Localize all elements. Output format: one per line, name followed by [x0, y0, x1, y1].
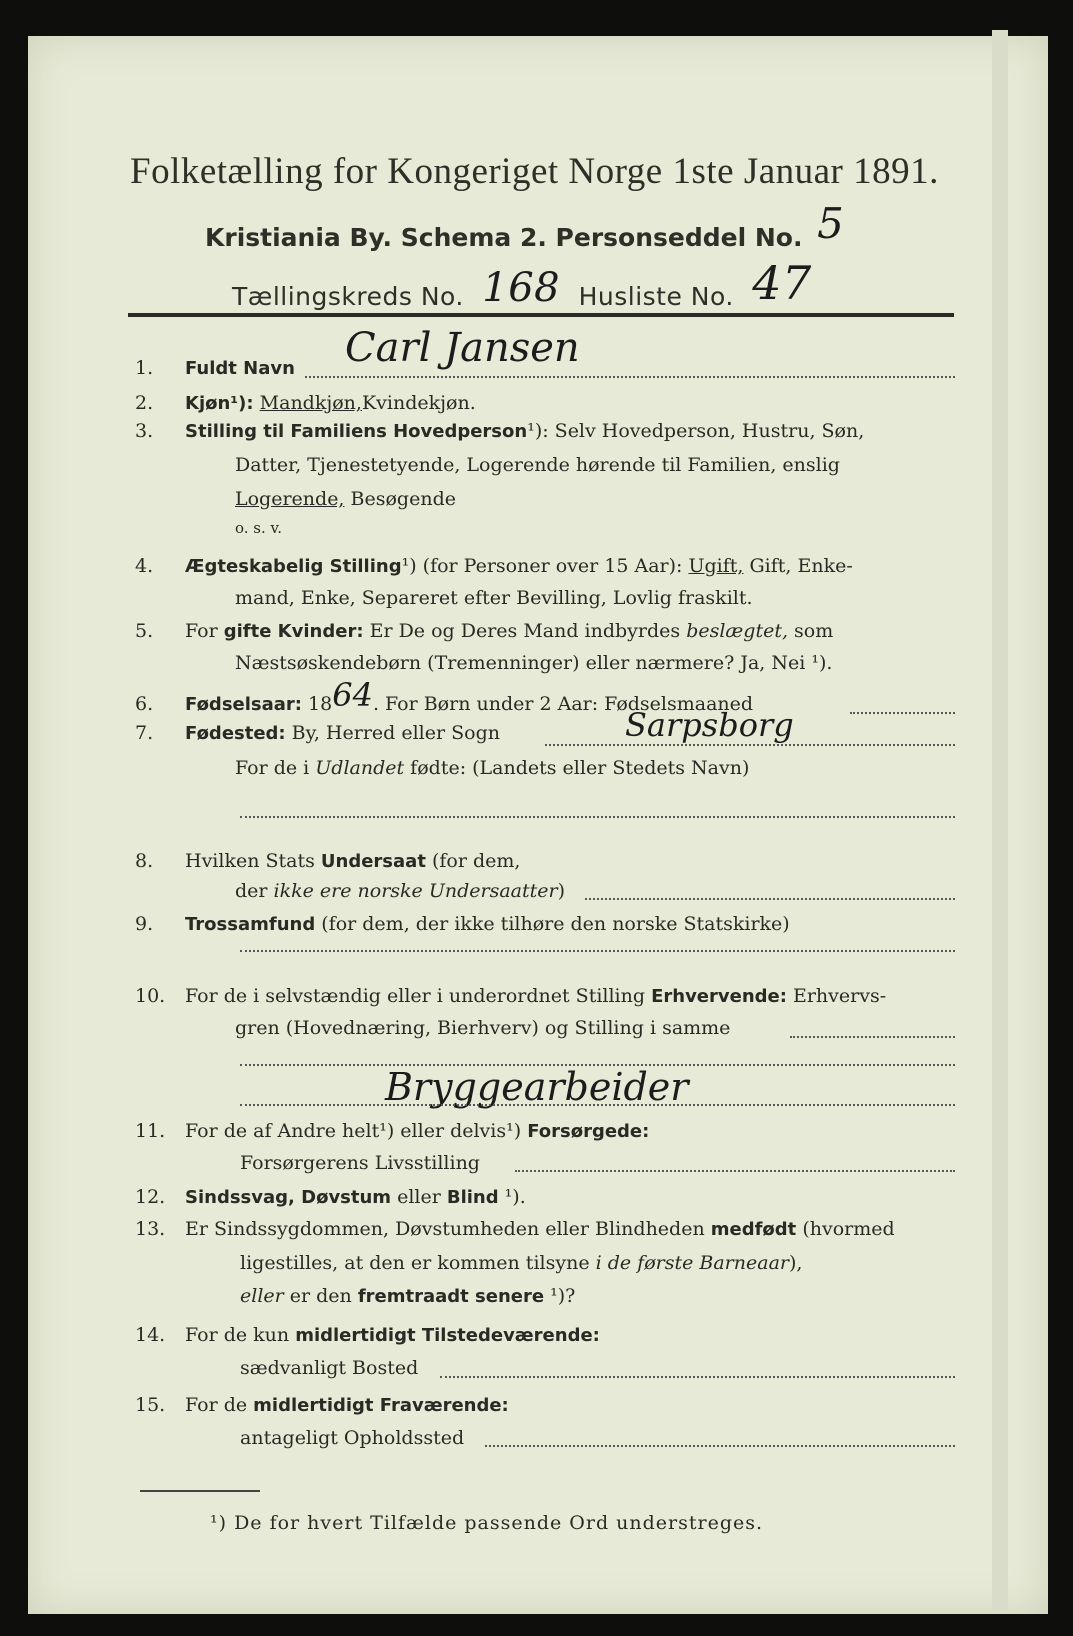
- item-10: [135, 983, 886, 1010]
- item-12: [135, 1184, 526, 1211]
- item-number: 13.: [135, 1218, 166, 1240]
- item-text: ikke ere norske Undersaatter: [273, 880, 558, 902]
- husliste-label: Husliste No.: [578, 282, 734, 311]
- full-name-value: Carl Jansen: [345, 325, 580, 371]
- item-text: For: [185, 620, 224, 642]
- item-text: Er De og Deres Mand indbyrdes: [363, 620, 687, 642]
- item-1: [135, 355, 295, 382]
- item-label: Sindssvag, Døvstum: [185, 1187, 392, 1208]
- item-3-line2: [235, 452, 840, 478]
- item-13-line2: [240, 1250, 802, 1276]
- item-text: der: [235, 880, 274, 902]
- item-label: Fødselsaar:: [185, 694, 302, 715]
- subtitle-prefix: Kristiania By. Schema 2. Personseddel No.: [205, 223, 803, 252]
- item-text: For de i selvstændig eller i underordnet Stilling: [185, 985, 652, 1007]
- item-text: som: [788, 620, 834, 642]
- item-text: For de i: [235, 757, 316, 779]
- item-text: sædvanligt Bosted: [240, 1357, 419, 1379]
- item-text: . For Børn under 2 Aar: Fødselsmaaned: [372, 693, 754, 715]
- item-9: [135, 911, 790, 938]
- item-number: 4.: [135, 555, 154, 577]
- item-7: [135, 720, 500, 747]
- item-text: Udlandet: [315, 757, 405, 779]
- item-15: [135, 1392, 509, 1419]
- item-label: Fuldt Navn: [185, 358, 295, 379]
- item-label: Blind: [446, 1187, 499, 1208]
- item-text: beslægtet,: [686, 620, 789, 642]
- header-rule: [128, 313, 954, 317]
- item-5-line2: [235, 650, 832, 676]
- item-text: antageligt Opholdssted: [240, 1427, 465, 1449]
- item-3-line4: [235, 515, 282, 541]
- footnote-rule: [140, 1490, 260, 1492]
- form-title: Folketælling for Kongeriget Norge 1ste Januar 1891.: [130, 151, 939, 192]
- item-label: fremtraadt senere: [357, 1286, 545, 1307]
- taellingskreds-number: 168: [482, 265, 561, 311]
- item-15-line2: [240, 1425, 464, 1451]
- item-label: Forsørgede:: [527, 1121, 650, 1142]
- item-text: Forsørgerens Livsstilling: [240, 1152, 480, 1174]
- item-5: [135, 618, 833, 645]
- item-label: medfødt: [710, 1219, 797, 1240]
- item-text: By, Herred eller Sogn: [285, 722, 500, 744]
- personseddel-number: 5: [817, 199, 844, 248]
- fill-line: [240, 1104, 955, 1106]
- fill-line: [585, 898, 955, 900]
- item-13-line3: [240, 1283, 575, 1310]
- item-text: er den: [283, 1285, 358, 1307]
- item-11-line2: [240, 1150, 480, 1176]
- item-text: Gift, Enke-: [743, 555, 853, 577]
- item-13: [135, 1216, 895, 1243]
- fill-line: [240, 950, 955, 952]
- footnote: ¹) De for hvert Tilfælde passende Ord understreges.: [210, 1512, 764, 1534]
- item-text: eller: [391, 1186, 447, 1208]
- option-logerende: Logerende,: [235, 488, 345, 510]
- item-number: 7.: [135, 722, 154, 744]
- item-number: 14.: [135, 1324, 166, 1346]
- item-text: Datter, Tjenestetyende, Logerende hørende til Familien, enslig: [235, 454, 840, 476]
- item-number: 5.: [135, 620, 154, 642]
- item-text: (hvormed: [796, 1218, 895, 1240]
- fill-line: [305, 376, 955, 378]
- item-text: i de første Barneaar: [595, 1252, 789, 1274]
- item-text: Erhvervs-: [786, 985, 887, 1007]
- item-text: For de kun: [185, 1324, 296, 1346]
- item-text: ¹) (for Personer over 15 Aar):: [401, 555, 689, 577]
- sex-option-male: Mandkjøn,: [259, 392, 362, 414]
- item-text: ligestilles, at den er kommen tilsyne: [240, 1252, 596, 1274]
- item-label: midlertidigt Fraværende:: [253, 1395, 509, 1416]
- item-text: ): [557, 880, 565, 902]
- form-subtitle: [205, 199, 844, 256]
- item-text: ),: [789, 1252, 803, 1274]
- item-number: 1.: [135, 357, 154, 379]
- item-text: mand, Enke, Separeret efter Bevilling, Lovlig fraskilt.: [235, 587, 753, 609]
- item-text: Næstsøskendebørn (Tremenninger) eller nærmere? Ja, Nei ¹).: [235, 652, 833, 674]
- item-text: gren (Hovednæring, Bierhverv) og Stilling i samme: [235, 1017, 731, 1039]
- item-text: For de: [185, 1394, 254, 1416]
- sex-option-female: Kvindekjøn.: [361, 392, 476, 414]
- paper-edge: [992, 30, 1008, 1610]
- count-line: [232, 256, 812, 316]
- fill-line: [240, 816, 955, 818]
- item-text: Er Sindssygdommen, Døvstumheden eller Blindheden: [185, 1218, 711, 1240]
- item-number: 6.: [135, 693, 154, 715]
- item-number: 2.: [135, 392, 154, 414]
- item-number: 9.: [135, 913, 154, 935]
- item-number: 3.: [135, 420, 154, 442]
- item-text: Hvilken Stats: [185, 850, 321, 872]
- item-label: Stilling til Familiens Hovedperson: [185, 421, 528, 442]
- item-label: Ægteskabelig Stilling: [185, 556, 402, 577]
- item-label: gifte Kvinder:: [223, 621, 364, 642]
- item-8: [135, 848, 520, 875]
- item-14: [135, 1322, 600, 1349]
- fill-line: [545, 744, 955, 746]
- husliste-number: 47: [752, 256, 812, 310]
- item-text: fødte: (Landets eller Stedets Navn): [404, 757, 750, 779]
- item-14-line2: [240, 1355, 418, 1381]
- item-text: ¹)?: [544, 1285, 576, 1307]
- item-8-line2: [235, 878, 565, 904]
- fill-line: [485, 1445, 955, 1447]
- item-text: For de af Andre helt¹) eller delvis¹): [185, 1120, 528, 1142]
- item-11: [135, 1118, 649, 1145]
- birthplace-value: Sarpsborg: [625, 706, 794, 744]
- item-text: (for dem, der ikke tilhøre den norske Statskirke): [315, 913, 790, 935]
- fill-line: [515, 1170, 955, 1172]
- item-text: (for dem,: [425, 850, 521, 872]
- item-label: Fødested:: [185, 723, 286, 744]
- item-label: Trossamfund: [185, 914, 316, 935]
- item-number: 11.: [135, 1120, 166, 1142]
- occupation-value: Bryggearbeider: [385, 1065, 689, 1109]
- item-4: [135, 553, 853, 580]
- item-text: o. s. v.: [235, 519, 282, 537]
- item-number: 12.: [135, 1186, 166, 1208]
- taellingskreds-label: Tællingskreds No.: [232, 282, 464, 311]
- item-4-line2: [235, 585, 753, 611]
- item-number: 8.: [135, 850, 154, 872]
- item-label: Undersaat: [320, 851, 426, 872]
- item-10-line2: [235, 1015, 730, 1041]
- item-text: ¹).: [498, 1186, 526, 1208]
- item-3-line3: [235, 486, 456, 512]
- item-number: 10.: [135, 985, 166, 1007]
- fill-line: [790, 1036, 955, 1038]
- item-number: 15.: [135, 1394, 166, 1416]
- birth-year-value: 64: [332, 676, 373, 714]
- item-text: ¹): Selv Hovedperson, Hustru, Søn,: [527, 420, 865, 442]
- item-label: midlertidigt Tilstedeværende:: [295, 1325, 600, 1346]
- item-3: [135, 418, 864, 445]
- option-ugift: Ugift,: [688, 555, 744, 577]
- item-2: [135, 390, 476, 417]
- item-text: eller: [240, 1285, 284, 1307]
- fill-line: [440, 1376, 955, 1378]
- item-label: Kjøn¹):: [185, 393, 254, 414]
- item-text: Besøgende: [344, 488, 456, 510]
- item-label: Erhvervende:: [651, 986, 787, 1007]
- item-7-line2: [235, 755, 749, 781]
- fill-line: [850, 712, 955, 714]
- year-prefix: 18: [302, 693, 333, 715]
